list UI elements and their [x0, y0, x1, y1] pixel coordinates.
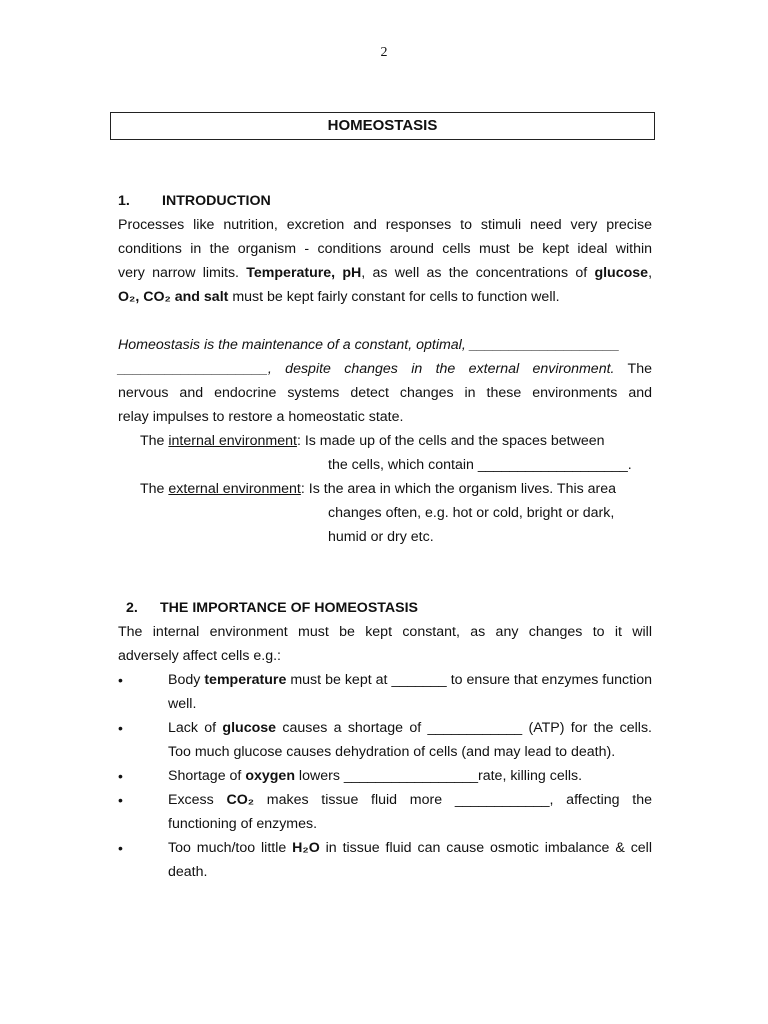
list-item-text: [168, 836, 652, 884]
list-item-text: [168, 716, 652, 764]
text-line: relay impulses to restore a homeostatic state.: [118, 409, 404, 425]
list-item: [118, 716, 652, 764]
list-item: [118, 788, 652, 836]
bullet-icon: •: [118, 840, 123, 856]
text-span: makes tissue fluid more ____________, affecting the functioning of enzymes.: [168, 792, 652, 832]
bullet-icon: •: [118, 672, 123, 688]
list-item: [118, 668, 652, 716]
section-number: 2.: [126, 600, 138, 616]
text-line: [118, 285, 652, 309]
bold-term: temperature: [204, 672, 287, 688]
text-span: Too much/too little: [168, 840, 293, 856]
section-heading: [118, 596, 652, 620]
underlined-term: external environment: [168, 481, 301, 497]
text-span: Shortage of: [168, 768, 246, 784]
list-item-text: [168, 764, 652, 788]
text-span: Lack of: [168, 720, 223, 736]
text-span: very narrow limits.: [118, 265, 247, 281]
text-line: the cells, which contain ___________________.: [328, 457, 632, 473]
internal-environment-definition: [118, 429, 652, 477]
bold-term: oxygen: [245, 768, 295, 784]
bullet-icon: •: [118, 792, 123, 808]
bold-term: CO₂: [226, 792, 255, 808]
text-line: [118, 357, 652, 381]
bold-term: glucose: [222, 720, 277, 736]
section-title: THE IMPORTANCE OF HOMEOSTASIS: [160, 600, 419, 616]
text-span: lowers _________________rate, killing cells.: [294, 768, 583, 784]
intro-paragraph: [118, 213, 652, 309]
text-span: Body: [168, 672, 205, 688]
definition-paragraph: [118, 333, 652, 429]
list-item-text: [168, 668, 652, 716]
italic-text: Homeostasis is the maintenance of a constant, optimal, ___________________: [118, 337, 620, 353]
bold-term: glucose: [594, 265, 649, 281]
text-line: [118, 261, 652, 285]
section-title: INTRODUCTION: [162, 193, 271, 209]
external-environment-definition: [118, 477, 652, 549]
text-span: The: [140, 481, 169, 497]
text-line: [118, 477, 652, 501]
text-span: causes a shortage of ____________ (ATP) for the cells. Too much glucose causes dehydration of cells (and may lead to death).: [168, 720, 652, 760]
text-span: must be kept fairly constant for cells to function well.: [228, 289, 560, 305]
section-number: 1.: [118, 193, 130, 209]
bold-term: Temperature, pH: [246, 265, 362, 281]
italic-text: ___________________, despite changes in the external environment.: [118, 361, 615, 377]
text-line: [118, 333, 652, 357]
text-span: , as well as the concentrations of: [361, 265, 595, 281]
section-heading: [118, 189, 652, 213]
text-span: : Is the area in which the organism lives. This area: [300, 481, 617, 497]
text-line: changes often, e.g. hot or cold, bright or dark,: [328, 505, 615, 521]
text-span: : Is made up of the cells and the spaces between: [296, 433, 605, 449]
page-title: HOMEOSTASIS: [110, 112, 655, 140]
text-line: nervous and endocrine systems detect changes in these environments and: [118, 385, 652, 401]
text-line: The internal environment must be kept constant, as any changes to it will: [118, 624, 652, 640]
text-line: humid or dry etc.: [328, 529, 434, 545]
text-span: The: [140, 433, 169, 449]
text-span: ,: [648, 265, 653, 281]
text-line: conditions in the organism - conditions around cells must be kept ideal within: [118, 241, 652, 257]
section-introduction: [118, 189, 652, 549]
bullet-icon: •: [118, 720, 123, 736]
text-span: Excess: [168, 792, 227, 808]
text-line: [118, 429, 652, 453]
text-span: The: [614, 361, 653, 377]
list-item-text: [168, 788, 652, 836]
importance-intro: [118, 620, 652, 668]
list-item: [118, 764, 652, 788]
bullet-icon: •: [118, 768, 123, 784]
page-number: 2: [380, 45, 388, 60]
text-line: adversely affect cells e.g.:: [118, 648, 281, 664]
list-item: [118, 836, 652, 884]
text-span: in tissue fluid can cause osmotic imbalance & cell death.: [168, 840, 652, 880]
bullet-list: [118, 668, 652, 884]
bold-term: O₂, CO₂ and salt: [118, 289, 229, 305]
bold-term: H₂O: [292, 840, 320, 856]
text-span: must be kept at _______ to ensure that enzymes function well.: [168, 672, 652, 712]
section-importance: [118, 596, 652, 884]
text-line: Processes like nutrition, excretion and responses to stimuli need very precise: [118, 217, 652, 233]
underlined-term: internal environment: [168, 433, 297, 449]
